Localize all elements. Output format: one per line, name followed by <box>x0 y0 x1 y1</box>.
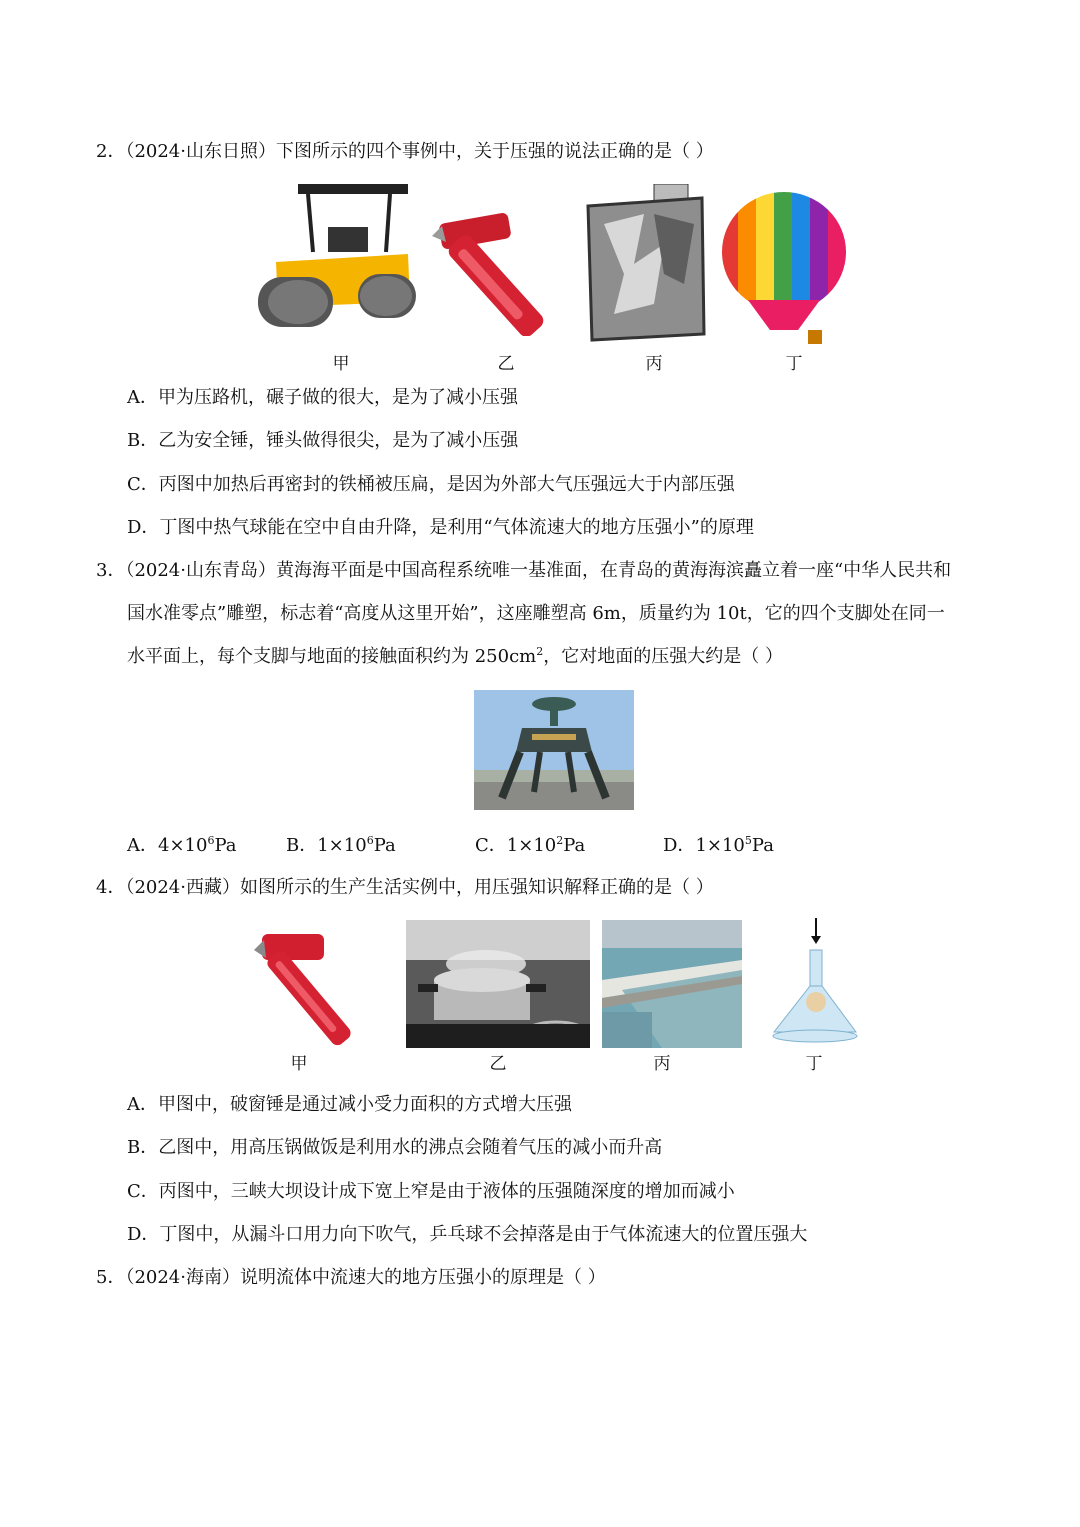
q3-option-b: B．$1\times 10^6Pa$ <box>286 834 396 856</box>
zero-point-sculpture-image <box>474 690 634 810</box>
three-gorges-dam-image <box>602 920 742 1048</box>
q4-label-ding: 丁 <box>805 1054 823 1074</box>
q2-label-ding: 丁 <box>785 354 803 374</box>
q4-option-c: C．丙图中，三峡大坝设计成下宽上窄是由于液体的压强随深度的增加而减小 <box>127 1181 735 1202</box>
q4-label-bing: 丙 <box>653 1054 671 1074</box>
q3-option-d: D．$1\times 10^5Pa$ <box>663 834 774 856</box>
pressure-cooker-image <box>406 920 590 1048</box>
q2-option-c: C．丙图中加热后再密封的铁桶被压扁，是因为外部大气压强远大于内部压强 <box>127 474 735 495</box>
hot-air-balloon-image <box>718 190 850 350</box>
q3-option-c: C．$1\times 10^2Pa$ <box>475 834 586 856</box>
q2-stem: 2．（2024·山东日照）下图所示的四个事例中，关于压强的说法正确的是（ ） <box>96 141 714 162</box>
q2-label-yi: 乙 <box>497 354 515 374</box>
q2-option-b: B．乙为安全锤，锤头做得很尖，是为了减小压强 <box>127 430 519 451</box>
q3-stem-line3: 水平面上，每个支脚与地面的接触面积约为 $250cm^2$，它对地面的压强大约是（ ） <box>127 645 783 667</box>
safety-hammer-image <box>432 196 578 336</box>
q2-option-d: D．丁图中热气球能在空中自由升降，是利用“气体流速大的地方压强小”的原理 <box>127 517 754 538</box>
q4-stem: 4．（2024·西藏）如图所示的生产生活实例中，用压强知识解释正确的是（ ） <box>96 877 714 898</box>
q4-option-a: A．甲图中，破窗锤是通过减小受力面积的方式增大压强 <box>127 1094 572 1115</box>
funnel-pingpong-image <box>768 916 860 1046</box>
q3-option-a: A．$4\times 10^6Pa$ <box>127 834 237 856</box>
q4-option-b: B．乙图中，用高压锅做饭是利用水的沸点会随着气压的减小而升高 <box>127 1137 663 1158</box>
q3-stem-line1: 3．（2024·山东青岛）黄海海平面是中国高程系统唯一基准面，在青岛的黄海海滨矗立着一座“中华人民共和 <box>96 560 952 581</box>
q4-label-yi: 乙 <box>489 1054 507 1074</box>
q2-label-jia: 甲 <box>332 354 350 374</box>
q5-stem: 5．（2024·海南）说明流体中流速大的地方压强小的原理是（ ） <box>96 1267 606 1288</box>
q3-stem-line2: 国水准零点”雕塑，标志着“高度从这里开始”，这座雕塑高 6m，质量约为 10t，它的四个支脚处在同一 <box>127 603 945 624</box>
road-roller-image <box>258 182 418 338</box>
q4-option-d: D．丁图中，从漏斗口用力向下吹气，乒乓球不会掉落是由于气体流速大的位置压强大 <box>127 1224 808 1245</box>
window-breaker-hammer-image <box>254 920 382 1046</box>
q2-label-bing: 丙 <box>645 354 663 374</box>
q4-label-jia: 甲 <box>290 1054 308 1074</box>
q2-option-a: A．甲为压路机，碾子做的很大，是为了减小压强 <box>127 387 518 408</box>
crushed-iron-barrel-image <box>584 184 708 344</box>
